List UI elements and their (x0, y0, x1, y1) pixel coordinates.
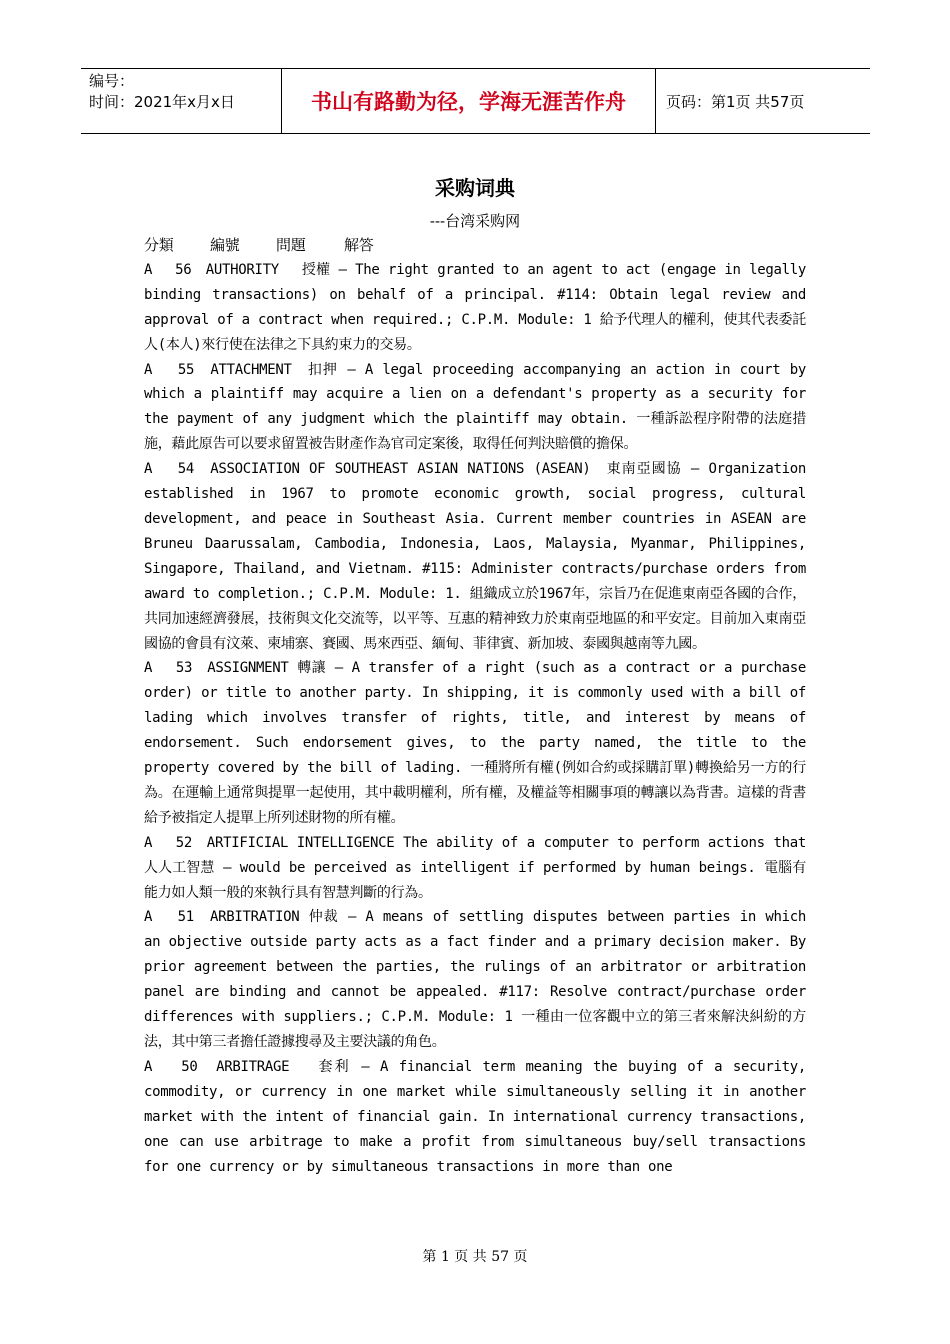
column-header: 分類 (144, 236, 174, 254)
document-title: 采购词典 (435, 176, 515, 200)
date-label: 时间：2021年x月x日 (89, 93, 235, 111)
column-header: 問題 (276, 236, 306, 254)
dictionary-entry: A 51 ARBITRATION 仲裁 – A means of settling disputes between parties in which an objective outside party acts as a fact finder and a primary decision maker. By prior agreement between the parties, the rulings of an arbitrator or arbitration panel are binding and cannot be appealed. #117: Resolve contract/purchase order differences with suppliers.; C.P.M. Module: 1 一種由一位客觀中立的第三者來解決糾紛的方法，其中第三者擔任證據搜尋及主要決議的角色。 (144, 909, 806, 1050)
dictionary-entry: A 54 ASSOCIATION OF SOUTHEAST ASIAN NATIONS (ASEAN) 東南亞國協 – Organization established in 1967 to promote economic growth, social progress, cultural development, and peace in Southeast Asia. Current member countries in ASEAN are Bruneu Daarussalam, Cambodia, Indonesia, Laos, Malaysia, Myanmar, Philippines, Singapore, Thailand, and Vietnam. #115: Administer contracts/purchase orders from award to completion.; C.P.M. Module: 1. 組織成立於1967年，宗旨乃在促進東南亞各國的合作，共同加速經濟發展，技術與文化交流等，以平等、互惠的精神致力於東南亞地區的和平安定。目前加入東南亞國協的會員有汶萊、柬埔寨、賽國、馬來西亞、緬甸、菲律賓、新加坡、泰國與越南等九國。 (144, 461, 806, 652)
dictionary-entry: A 50 ARBITRAGE 套利 – A financial term meaning the buying of a security, commodity, or currency in one market while simultaneously selling it in another market with the intent of financial gain. In international currency transactions, one can use arbitrage to make a profit from simultaneous buy/sell transactions for one currency or by simultaneous transactions in more than one (144, 1058, 806, 1175)
page-header (81, 68, 870, 134)
column-headers (144, 233, 806, 258)
dictionary-entry: A 56 AUTHORITY 授權 – The right granted to an agent to act (engage in legally binding transactions) on behalf of a principal. #114: Obtain legal review and approval of a contract when required.; C.P.M. Module: 1 給予代理人的權利，使其代表委託人(本人)來行使在法律之下具約束力的交易。 (144, 261, 806, 353)
column-header: 編號 (210, 236, 240, 254)
dictionary-entry: A 52 ARTIFICIAL INTELLIGENCE The ability of a computer to perform actions that 人人工智慧 – would be perceived as intelligent if performed by human beings. 電腦有能力如人類一般的來執行具有智慧判斷的行為。 (144, 834, 806, 901)
dictionary-entry: A 55 ATTACHMENT 扣押 – A legal proceeding accompanying an action in court by which a plaintiff may acquire a lien on a defendant's property as a security for the payment of any judgment which the plaintiff may obtain. 一種訴訟程序附帶的法庭措施，藉此原告可以要求留置被告財產作為官司定案後，取得任何判決賠償的擔保。 (144, 361, 806, 453)
document-body (144, 233, 806, 1179)
header-motto: 书山有路勤为径，学海无涯苦作舟 (281, 69, 656, 133)
page-footer: 第 1 页 共 57 页 (422, 1249, 528, 1265)
dictionary-entry: A 53 ASSIGNMENT 轉讓 – A transfer of a right (such as a contract or a purchase order) or title to another party. In shipping, it is commonly used with a bill of lading which involves transfer of rights, title, and interest by means of endorsement. Such endorsement gives, to the party named, the title to the property covered by the bill of lading. 一種將所有權(例如合約或採購訂單)轉換給另一方的行為。在運輸上通常與提單一起使用，其中載明權利，所有權，及權益等相關事項的轉讓以為背書。這樣的背書給予被指定人提單上所列述財物的所有權。 (144, 660, 806, 826)
column-header: 解答 (344, 236, 374, 254)
number-label: 编号： (89, 72, 135, 90)
document-subtitle: ---台湾采购网 (429, 212, 521, 230)
header-meta (81, 69, 281, 133)
header-page-label: 页码：第1页 共57页 (666, 92, 805, 111)
